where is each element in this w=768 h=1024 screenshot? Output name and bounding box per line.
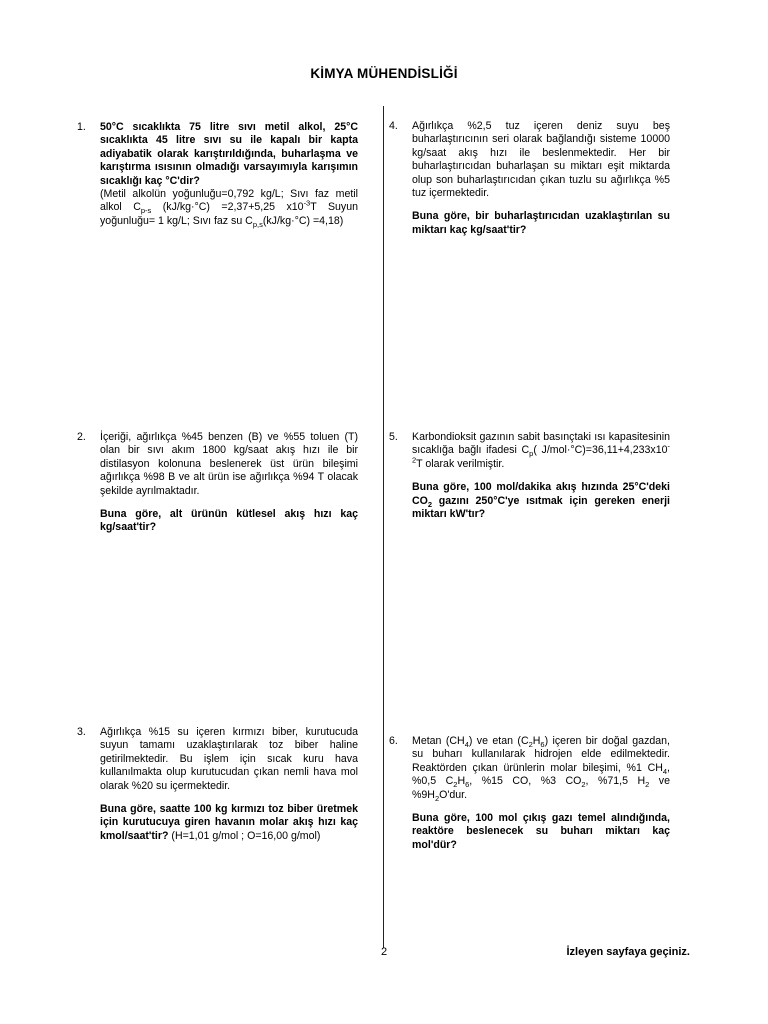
question-2 [77, 431, 358, 535]
question-5 [389, 431, 670, 521]
question-text: İçeriği, ağırlıkça %45 benzen (B) ve %55 toluen (T) olan bir sıvı akım 1800 kg/saat akış hızı ile bir distilasyon kolonuna beslenerek üst ürün bileşimi ağırlıkça %98 B ve alt ürün ise ağırlıkça %94 T olacak şekilde ayrılmaktadır. [100, 431, 358, 497]
question-4 [389, 120, 670, 237]
question-text: Karbondioksit gazının sabit basınçtaki ısı kapasitesinin sıcaklığa bağlı ifadesi $C_p$( $J/mol\cdot^\circ C)=36,11+4,233x10^{-2}T$ olarak verilmiştir. [412, 431, 670, 470]
question-number: 4. [389, 120, 398, 132]
question-prompt: Buna göre, bir buharlaştırıcıdan uzaklaştırılan su miktarı kaç kg/saat'tir? [412, 210, 670, 236]
question-prompt: 50°C sıcaklıkta 75 litre sıvı metil alkol, 25°C sıcaklıkta 45 litre sıvı su ile kapalı bir kapta adiyabatik olarak karıştırıldığında, buharlaşma ve karıştırma ısısının olmadığı varsayımıyla karışımın sıcaklığı kaç °C'dir? [100, 121, 358, 187]
question-text: Metan $(CH_4)$ ve etan $(C_2H_6)$ içeren bir doğal gazdan, su buharı kullanılarak hidrojen elde edilmektedir. Reaktörden çıkan ürünlerin molar bileşimi, %1 $CH_4$, %0,5 $C_2H_6$, %15 CO, %3 $CO_2$, %71,5 $H_2$ ve $\%9H_2O'dur$. [412, 735, 670, 803]
page-title: KİMYA MÜHENDİSLİĞİ [310, 66, 458, 81]
column-divider [383, 106, 384, 948]
question-prompt: Buna göre, alt ürünün kütlesel akış hızı kaç kg/saat'tir? [100, 508, 358, 534]
question-number: 1. [77, 121, 86, 133]
question-3 [77, 726, 358, 843]
question-prompt: Buna göre, 100 mol çıkış gazı temel alındığında, reaktöre beslenecek su buharı miktarı kaç mol'dür? [412, 812, 670, 851]
page-number: 2 [380, 946, 388, 958]
question-6 [389, 735, 670, 852]
question-number: 3. [77, 726, 86, 738]
question-data: (Metil alkolün yoğunluğu=0,792 kg/L; Sıvı faz metil alkol $C_{p-s}$ (kJ/kg·°C) =2,37+5,25 $x10^{-3}T$ Suyun yoğunluğu= 1 kg/L; Sıvı faz su $C_{p,s}(kJ/kg\cdot^\circ C) =4,18$) [100, 188, 359, 229]
question-text: Ağırlıkça %15 su içeren kırmızı biber, kurutucuda suyun tamamı uzaklaştırılarak toz biber haline getirilmektedir. Bu işlem için sıcak kuru hava kullanılmakta olup kurutucudan çıkan nemli hava mol olarak %20 su içermektedir. [100, 726, 358, 792]
question-prompt: Buna göre, saatte 100 kg kırmızı toz biber üretmek için kurutucuya giren havanın molar akış hızı kaç kmol/saat'tir? (H=1,01 g/mol ; O=16,00 g/mol) [100, 803, 358, 842]
footer-note: İzleyen sayfaya geçiniz. [566, 946, 690, 958]
question-prompt: Buna göre, 100 mol/dakika akış hızında 25°C'deki $CO_2$ gazını 250°C'ye ısıtmak için gereken enerji miktarı kW'tır? [412, 481, 670, 521]
question-number: 6. [389, 735, 398, 747]
question-number: 2. [77, 431, 86, 443]
question-1 [77, 121, 359, 229]
question-text: Ağırlıkça %2,5 tuz içeren deniz suyu beş buharlaştırıcının seri olarak bağlandığı sisteme 10000 kg/saat akış hızı ile beslenmektedir. Her bir buharlaştırıcıdan buharlaşan su miktarı eşit miktarda olup son buharlaştırıcıdan çıkan tuzlu su ağırlıkça %5 tuz içermektedir. [412, 120, 670, 200]
question-number: 5. [389, 431, 398, 443]
